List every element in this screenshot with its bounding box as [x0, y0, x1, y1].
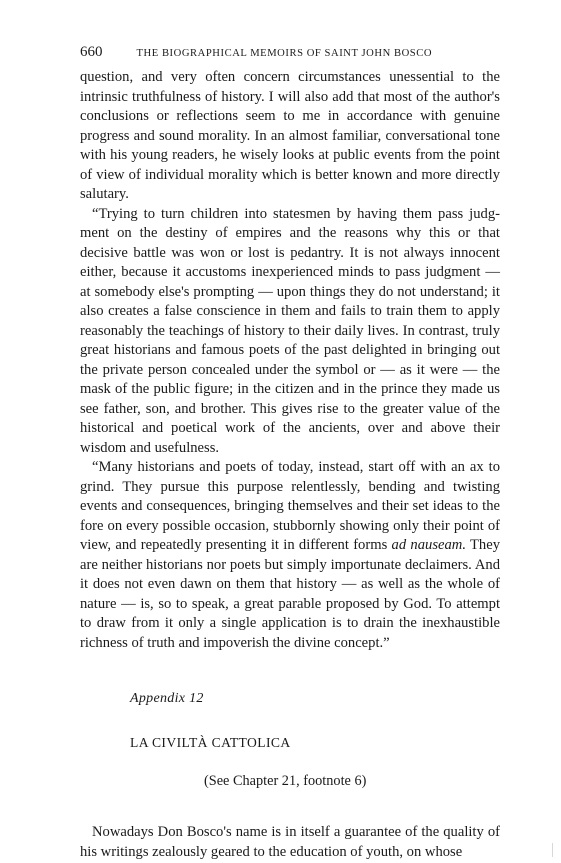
page-number: 660 — [80, 44, 103, 60]
paragraph-3-text-b: They are neither historians nor poets but simply importunate declaimers. And it does not even dawn on them that history — as well as the whole of nature — is, so to speak, a great parable proposed by God. To attempt to draw from it only a single application is to drain the inexhaustible richness of truth and impoverish the divine concept.” — [80, 537, 500, 651]
appendix-label: Appendix 12 — [130, 691, 204, 706]
appendix-reference: (See Chapter 21, footnote 6) — [204, 773, 367, 789]
paragraph-4: Nowadays Don Bosco's name is in itself a guarantee of the quality of his writings zealously geared to the education of youth, on whose — [80, 824, 500, 860]
paragraph-3-italic-phrase: ad nauseam. — [391, 537, 466, 553]
appendix-title: LA CIVILTÀ CATTOLICA — [130, 735, 291, 750]
paragraph-3 — [80, 458, 500, 653]
book-page — [80, 44, 500, 862]
scan-edge-mark — [552, 843, 553, 857]
paragraph-3-text-a: “Many historians and poets of today, instead, start off with an ax to grind. They pursue this purpose relentlessly, bending and twisting events and consequences, bringing themselves and their set ideas to the fore on every possible occasion, stubbornly showing only their point of view, and repeatedly presenting it in different forms — [80, 459, 500, 553]
paragraph-2: “Trying to turn children into statesmen by having them pass judgment on the destiny of empires and the reasons why this or that decisive battle was won or lost is pedantry. It is not always innocent either, because it accustoms inexperienced minds to pass judgment — at somebody else's prompting — upon things they do not understand; it also creates a false conscience in them and fails to train them to apply reasonably the teachings of history to their daily lives. In contrast, truly great historians and famous poets of the past delighted in bringing out the private person concealed under the symbol or — as it were — the mask of the public figure; in the citizen and in the prince they made us see father, son, and brother. This gives rise to the greater value of the historical and poetical work of the ancients, over and above their wisdom and usefulness. — [80, 205, 500, 456]
page-header — [80, 44, 500, 66]
paragraph-1: question, and very often concern circumstances unessential to the intrinsic truthfulness of history. I will also add that most of the author's conclusions or reflections seem to me in accordance with genuine progress and sound morality. In an almost familiar, conversational tone with his young readers, he wisely looks at public events from the point of view of individual morality which is better known and more directly salutary. — [80, 69, 500, 202]
running-head: THE BIOGRAPHICAL MEMOIRS OF SAINT JOHN BOSCO — [136, 48, 433, 59]
